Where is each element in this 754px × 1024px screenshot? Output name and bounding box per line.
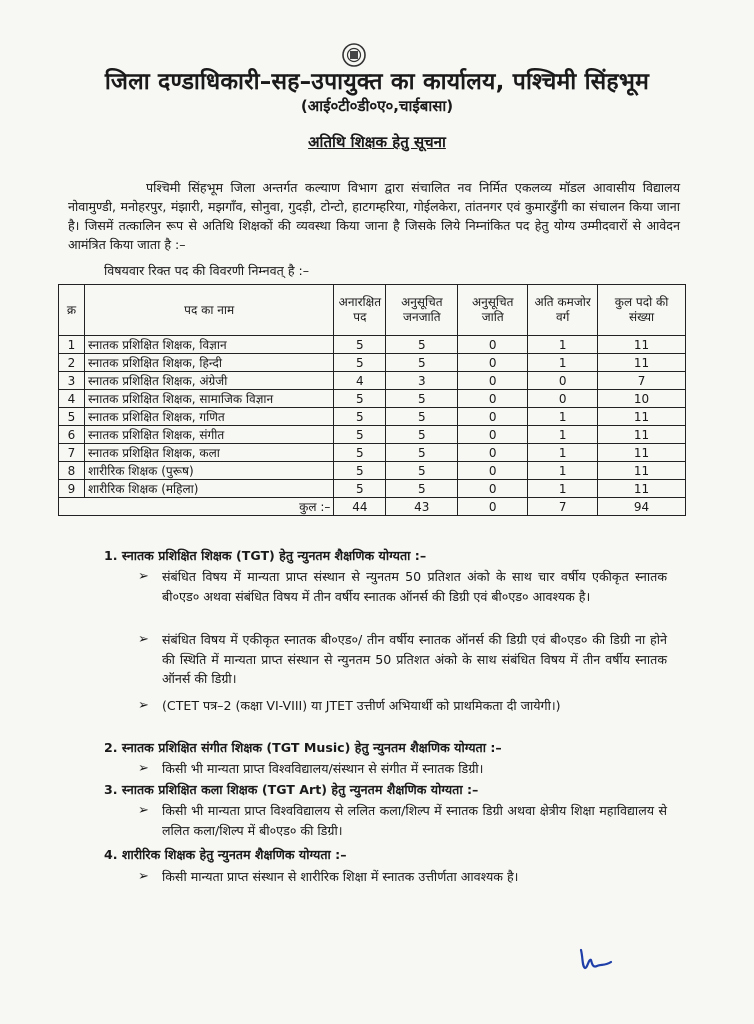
header-post-name: पद का नाम bbox=[84, 285, 333, 336]
bullet-arrow-icon: ➢ bbox=[138, 632, 149, 647]
table-row bbox=[59, 426, 686, 444]
cell-total: 10 bbox=[598, 390, 686, 408]
cell-total: 7 bbox=[598, 372, 686, 390]
cell-unreserved: 5 bbox=[334, 444, 386, 462]
cell-st: 5 bbox=[386, 444, 458, 462]
table-intro: विषयवार रिक्त पद की विवरणी निम्नवत् है :– bbox=[104, 263, 310, 278]
cell-sc: 0 bbox=[458, 480, 528, 498]
total-ebc: 7 bbox=[528, 498, 598, 516]
section-heading-4: 4. शारीरिक शिक्षक हेतु न्युनतम शैक्षणिक योग्यता :– bbox=[104, 847, 347, 862]
cell-serial: 2 bbox=[59, 354, 85, 372]
cell-sc: 0 bbox=[458, 444, 528, 462]
cell-unreserved: 5 bbox=[334, 462, 386, 480]
office-title: जिला दण्डाधिकारी–सह–उपायुक्त का कार्यालय, पश्चिमी सिंहभूम bbox=[104, 69, 650, 95]
signature-mark bbox=[577, 944, 617, 974]
table-row bbox=[59, 354, 686, 372]
total-sc: 0 bbox=[458, 498, 528, 516]
header-unreserved: अनारक्षित पद bbox=[334, 285, 386, 336]
cell-post-name: स्नातक प्रशिक्षित शिक्षक, गणित bbox=[84, 408, 333, 426]
bullet-arrow-icon: ➢ bbox=[138, 698, 149, 713]
cell-unreserved: 4 bbox=[334, 372, 386, 390]
cell-serial: 4 bbox=[59, 390, 85, 408]
cell-serial: 6 bbox=[59, 426, 85, 444]
section-2-bullet bbox=[138, 759, 667, 779]
table-row bbox=[59, 480, 686, 498]
bullet-arrow-icon: ➢ bbox=[138, 761, 149, 776]
cell-ebc: 0 bbox=[528, 390, 598, 408]
header-st: अनुसूचित जनजाति bbox=[386, 285, 458, 336]
cell-ebc: 1 bbox=[528, 354, 598, 372]
vacancy-table bbox=[58, 284, 686, 516]
table-row bbox=[59, 336, 686, 354]
cell-unreserved: 5 bbox=[334, 390, 386, 408]
cell-post-name: स्नातक प्रशिक्षित शिक्षक, विज्ञान bbox=[84, 336, 333, 354]
cell-total: 11 bbox=[598, 480, 686, 498]
cell-unreserved: 5 bbox=[334, 408, 386, 426]
notice-heading: अतिथि शिक्षक हेतु सूचना bbox=[308, 133, 446, 151]
cell-post-name: स्नातक प्रशिक्षित शिक्षक, संगीत bbox=[84, 426, 333, 444]
total-label: कुल :– bbox=[59, 498, 334, 516]
cell-unreserved: 5 bbox=[334, 354, 386, 372]
bullet-text: संबंधित विषय में एकीकृत स्नातक बी०एड०/ तीन वर्षीय स्नातक ऑनर्स की डिग्री एवं बी०एड० की डिग्री ना होने की स्थिति में मान्यता प्राप्त संस्थान से न्युनतम 50 प्रतिशत अंको के साथ संबंधित विषय में तीन वर्षीय स्नातक ऑनर्स की डिग्री। bbox=[162, 632, 667, 686]
table-header-row bbox=[59, 285, 686, 336]
cell-st: 5 bbox=[386, 408, 458, 426]
bullet-text: किसी मान्यता प्राप्त संस्थान से शारीरिक शिक्षा में स्नातक उत्तीर्णता आवश्यक है। bbox=[162, 869, 519, 884]
section-1-bullet bbox=[138, 567, 667, 606]
bullet-text: संबंधित विषय में मान्यता प्राप्त संस्थान से न्युनतम 50 प्रतिशत अंको के साथ चार वर्षीय एकीकृत स्नातक बी०एड० अथवा संबंधित विषय में तीन वर्षीय स्नातक ऑनर्स की डिग्री एवं बी०एड० आवश्यक है। bbox=[162, 569, 667, 604]
cell-serial: 9 bbox=[59, 480, 85, 498]
cell-ebc: 1 bbox=[528, 408, 598, 426]
header-ebc: अति कमजोर वर्ग bbox=[528, 285, 598, 336]
bullet-text: किसी भी मान्यता प्राप्त विश्वविद्यालय/संस्थान से संगीत में स्नातक डिग्री। bbox=[162, 761, 484, 776]
cell-sc: 0 bbox=[458, 408, 528, 426]
intro-paragraph: पश्चिमी सिंहभूम जिला अन्तर्गत कल्याण विभाग द्वारा संचालित नव निर्मित एकलव्य मॉडल आवासीय विद्यालय नोवामुण्डी, मनोहरपुर, मंझारी, मझगाँव, सोनुवा, गुदड़ी, टोन्टो, हाटगम्हरिया, गोईलकेरा, तांतनगर एवं कुमारडुँगी का संचालन किया जाना है। जिसमें तत्कालिन रूप से अतिथि शिक्षकों की व्यवस्था किया जाना है जिसके लिये निम्नांकित पद हेतु योग्य उम्मीदवारों से आवेदन आमंत्रित किया जाता है :– bbox=[68, 180, 680, 252]
table-row bbox=[59, 408, 686, 426]
cell-st: 5 bbox=[386, 336, 458, 354]
cell-serial: 1 bbox=[59, 336, 85, 354]
cell-serial: 3 bbox=[59, 372, 85, 390]
office-subtitle: (आई०टी०डी०ए०,चाईबासा) bbox=[300, 97, 454, 115]
cell-total: 11 bbox=[598, 444, 686, 462]
section-4-bullet bbox=[138, 867, 632, 887]
cell-ebc: 1 bbox=[528, 336, 598, 354]
bullet-text: किसी भी मान्यता प्राप्त विश्वविद्यालय से ललित कला/शिल्प में स्नातक डिग्री अथवा क्षेत्रीय शिक्षा महाविद्यालय से ललित कला/शिल्प में बी०एड० की डिग्री। bbox=[162, 803, 667, 838]
cell-total: 11 bbox=[598, 336, 686, 354]
cell-sc: 0 bbox=[458, 390, 528, 408]
header-serial: क्र bbox=[59, 285, 85, 336]
section-3-bullet bbox=[138, 801, 667, 840]
bullet-arrow-icon: ➢ bbox=[138, 803, 149, 818]
cell-st: 5 bbox=[386, 390, 458, 408]
cell-serial: 7 bbox=[59, 444, 85, 462]
table-row bbox=[59, 372, 686, 390]
cell-ebc: 1 bbox=[528, 462, 598, 480]
cell-post-name: स्नातक प्रशिक्षित शिक्षक, सामाजिक विज्ञान bbox=[84, 390, 333, 408]
cell-post-name: स्नातक प्रशिक्षित शिक्षक, कला bbox=[84, 444, 333, 462]
cell-post-name: स्नातक प्रशिक्षित शिक्षक, अंग्रेजी bbox=[84, 372, 333, 390]
cell-sc: 0 bbox=[458, 426, 528, 444]
table-row bbox=[59, 390, 686, 408]
cell-serial: 8 bbox=[59, 462, 85, 480]
section-heading-2: 2. स्नातक प्रशिक्षित संगीत शिक्षक (TGT Music) हेतु न्युनतम शैक्षणिक योग्यता :– bbox=[104, 740, 502, 755]
bullet-arrow-icon: ➢ bbox=[138, 869, 149, 884]
cell-st: 5 bbox=[386, 480, 458, 498]
cell-st: 5 bbox=[386, 426, 458, 444]
table-row bbox=[59, 444, 686, 462]
cell-unreserved: 5 bbox=[334, 480, 386, 498]
cell-unreserved: 5 bbox=[334, 336, 386, 354]
cell-sc: 0 bbox=[458, 336, 528, 354]
cell-st: 3 bbox=[386, 372, 458, 390]
section-heading-1: 1. स्नातक प्रशिक्षित शिक्षक (TGT) हेतु न्युनतम शैक्षणिक योग्यता :– bbox=[104, 548, 427, 563]
bullet-text: (CTET पत्र–2 (कक्षा VI-VIII) या JTET उत्तीर्ण अभियार्थी को प्राथमिकता दी जायेगी।) bbox=[162, 698, 561, 713]
cell-total: 11 bbox=[598, 426, 686, 444]
cell-post-name: शारीरिक शिक्षक (महिला) bbox=[84, 480, 333, 498]
bullet-arrow-icon: ➢ bbox=[138, 569, 149, 584]
cell-unreserved: 5 bbox=[334, 426, 386, 444]
cell-ebc: 0 bbox=[528, 372, 598, 390]
cell-st: 5 bbox=[386, 462, 458, 480]
cell-post-name: स्नातक प्रशिक्षित शिक्षक, हिन्दी bbox=[84, 354, 333, 372]
cell-sc: 0 bbox=[458, 462, 528, 480]
section-heading-3: 3. स्नातक प्रशिक्षित कला शिक्षक (TGT Art) हेतु न्युनतम शैक्षणिक योग्यता :– bbox=[104, 782, 479, 797]
cell-post-name: शारीरिक शिक्षक (पुरूष) bbox=[84, 462, 333, 480]
total-unreserved: 44 bbox=[334, 498, 386, 516]
table-total-row bbox=[59, 498, 686, 516]
cell-ebc: 1 bbox=[528, 426, 598, 444]
cell-total: 11 bbox=[598, 462, 686, 480]
cell-serial: 5 bbox=[59, 408, 85, 426]
total-st: 43 bbox=[386, 498, 458, 516]
cell-st: 5 bbox=[386, 354, 458, 372]
cell-ebc: 1 bbox=[528, 444, 598, 462]
cell-total: 11 bbox=[598, 408, 686, 426]
section-1-bullet bbox=[138, 630, 667, 689]
cell-ebc: 1 bbox=[528, 480, 598, 498]
total-total: 94 bbox=[598, 498, 686, 516]
cell-sc: 0 bbox=[458, 354, 528, 372]
section-1-bullet bbox=[138, 696, 667, 716]
cell-total: 11 bbox=[598, 354, 686, 372]
header-total: कुल पदो की संख्या bbox=[598, 285, 686, 336]
header-sc: अनुसूचित जाति bbox=[458, 285, 528, 336]
table-row bbox=[59, 462, 686, 480]
cell-sc: 0 bbox=[458, 372, 528, 390]
